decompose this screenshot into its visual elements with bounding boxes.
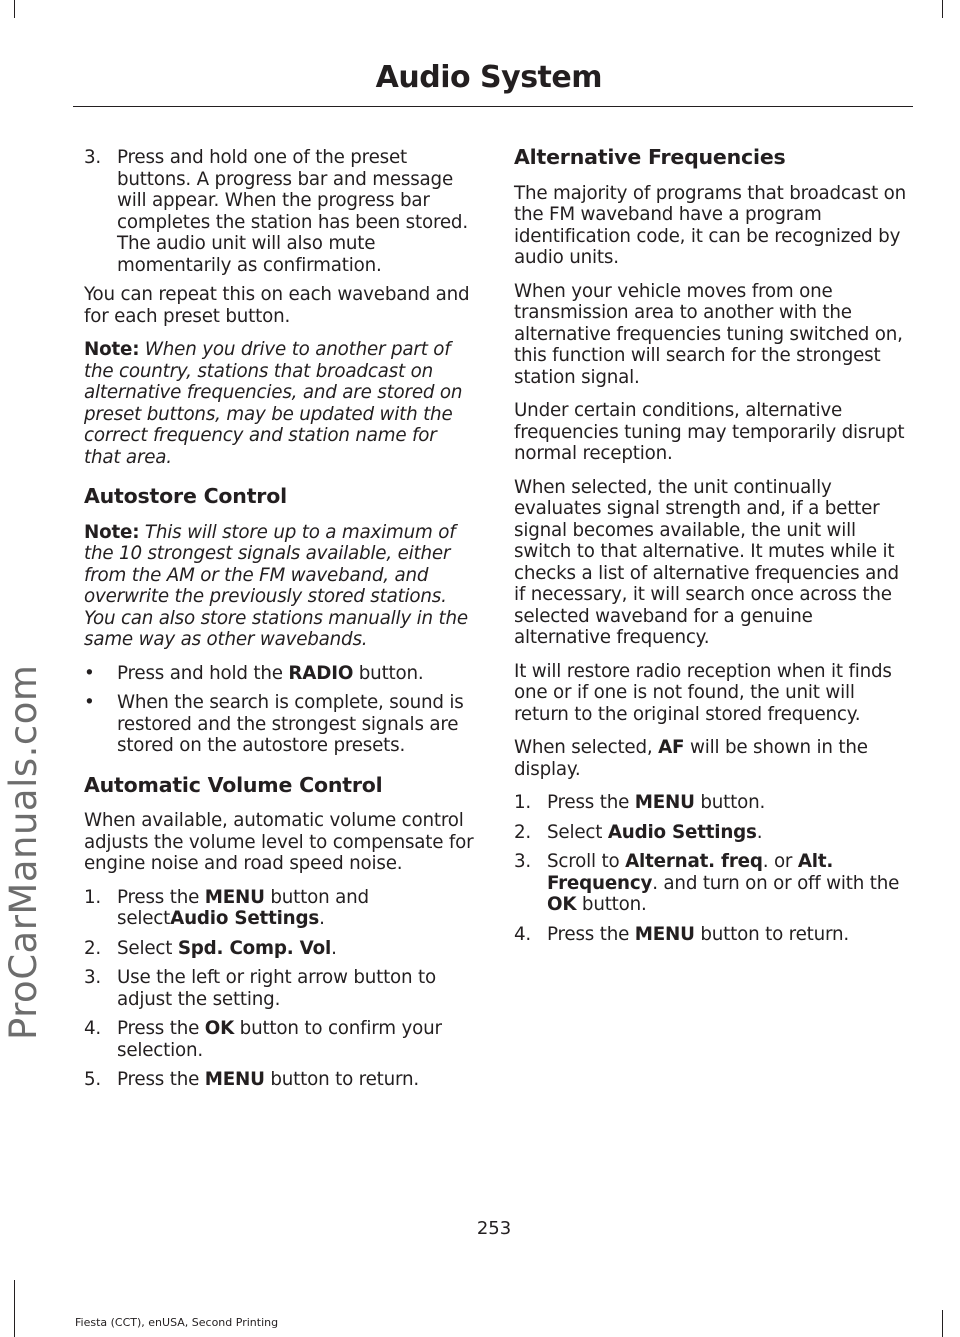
list-item: 5. Press the MENU button to return.	[84, 1069, 419, 1090]
right-column	[514, 147, 910, 953]
list-item: 2. Select Spd. Comp. Vol.	[84, 937, 337, 959]
list-item: 1. Press the MENU button.	[514, 792, 766, 813]
section-heading: Alternative Frequencies	[514, 145, 786, 169]
list-item: 4. Press the MENU button to return.	[514, 923, 849, 945]
paragraph: When your vehicle moves from one transmission area to another with the alternative frequencies tuning switched on, this function will search for the strongest station signal.	[514, 280, 903, 388]
bullet-item: • Press and hold the RADIO button.	[84, 662, 424, 684]
note-label: Note:	[84, 521, 140, 543]
list-item: 2. Select Audio Settings.	[514, 821, 763, 843]
section-heading: Autostore Control	[84, 484, 287, 508]
crop-mark-bottom-right	[942, 1310, 943, 1337]
paragraph: You can repeat this on each waveband and for each preset button.	[84, 284, 470, 327]
note	[84, 522, 476, 651]
paragraph: The majority of programs that broadcast on the FM waveband have a program identification code, it can be recognized by audio units.	[514, 182, 907, 268]
list-item: 3. Scroll to Alternat. freq. or Alt. Frequency. and turn on or off with the OK button.	[514, 851, 900, 915]
page-title: Audio System	[375, 60, 602, 95]
crop-mark-top-right	[942, 0, 943, 18]
left-column	[84, 147, 476, 1099]
list-item: 3. Use the left or right arrow button to adjust the setting.	[84, 967, 436, 1010]
footer-text: Fiesta (CCT), enUSA, Second Printing	[75, 1316, 279, 1329]
bullet: •	[84, 692, 95, 713]
crop-mark-top-left	[14, 0, 15, 18]
paragraph: When available, automatic volume control adjusts the volume level to compensate for engine noise and road speed noise.	[84, 810, 474, 874]
paragraph: Under certain conditions, alternative frequencies tuning may temporarily disrupt normal reception.	[514, 400, 905, 464]
note	[84, 339, 476, 468]
paragraph: It will restore radio reception when it finds one or if one is not found, the unit will return to the original stored frequency.	[514, 660, 892, 725]
list-text: Press and hold one of the preset buttons. A progress bar and message will appear. When the progress bar completes the station has been stored. The audio unit will also mute momentarily as confirmation.	[117, 147, 468, 276]
list-item	[84, 147, 476, 276]
bullet: •	[84, 662, 95, 684]
list-item: 1. Press the MENU button and selectAudio Settings.	[84, 886, 369, 929]
crop-mark-bottom-left	[14, 1280, 15, 1337]
note-text: This will store up to a maximum of the 10 strongest signals available, either from the AM or the FM waveband, and overwrite the previously stored stations. You can also store stations manually in the same way as other wavebands.	[84, 521, 468, 650]
paragraph: When selected, AF will be shown in the display.	[514, 737, 868, 780]
page-number: 253	[476, 1218, 512, 1239]
note-text: When you drive to another part of the country, stations that broadcast on alternative frequencies, and are stored on preset buttons, may be updated with the correct frequency and station name for that area.	[84, 339, 463, 468]
header-rule	[73, 106, 913, 107]
note-label: Note:	[84, 339, 140, 360]
bullet-item: • When the search is complete, sound is restored and the strongest signals are stored on the autostore presets.	[84, 692, 464, 756]
watermark: ProCarManuals.com	[2, 664, 45, 1040]
paragraph: When selected, the unit continually evaluates signal strength and, if a better signal becomes available, the unit will switch to that alternative. It mutes while it checks a list of alternative frequencies and if necessary, it will search once across the selected waveband for a genuine alternative frequency.	[514, 476, 899, 648]
list-item: 4. Press the OK button to confirm your selection.	[84, 1018, 442, 1061]
section-heading: Automatic Volume Control	[84, 772, 383, 797]
list-number: 3.	[84, 147, 102, 168]
